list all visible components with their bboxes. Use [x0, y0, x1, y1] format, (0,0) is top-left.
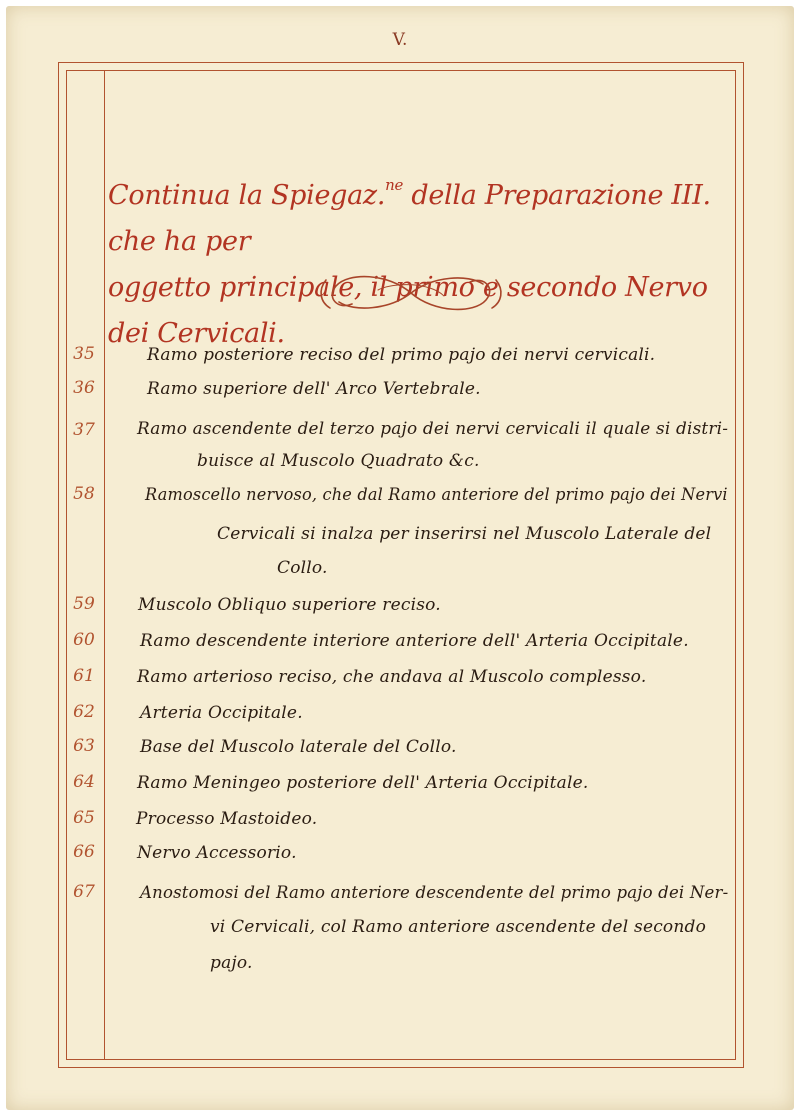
entry-number: 66: [73, 842, 95, 862]
entry-text-line: Ramoscello nervoso, che dal Ramo anteriore del primo pajo dei Nervi: [145, 485, 728, 505]
page-number: V.: [392, 30, 408, 50]
entry-text-line: Collo.: [277, 558, 328, 578]
entry-text-line: vi Cervicali, col Ramo anteriore ascendente del secondo: [210, 917, 707, 937]
entry-text-line: Processo Mastoideo.: [136, 809, 318, 829]
entry-text-line: buisce al Muscolo Quadrato &c.: [197, 451, 480, 471]
entry-number: 64: [73, 772, 95, 792]
entry-number: 35: [73, 344, 95, 364]
entry-number: 58: [73, 484, 95, 504]
entry-text-line: Ramo ascendente del terzo pajo dei nervi cervicali il quale si distri-: [137, 419, 729, 439]
entry-number: 63: [73, 736, 95, 756]
entry-number: 36: [73, 378, 95, 398]
entry-text-line: Arteria Occipitale.: [140, 703, 303, 723]
entry-text-line: Muscolo Obliquo superiore reciso.: [138, 595, 441, 615]
entry-number: 65: [73, 808, 95, 828]
entry-text-line: Ramo descendente interiore anteriore dell' Arteria Occipitale.: [140, 631, 689, 651]
entry-text-line: Anostomosi del Ramo anteriore descendente del primo pajo dei Ner-: [140, 883, 729, 903]
entry-text-line: Nervo Accessorio.: [137, 843, 297, 863]
entry-text-line: Cervicali si inalza per inserirsi nel Muscolo Laterale del: [217, 524, 712, 544]
entry-number: 60: [73, 630, 95, 650]
entry-text-line: Base del Muscolo laterale del Collo.: [140, 737, 457, 757]
entry-text-line: pajo.: [210, 953, 253, 973]
entry-number: 37: [73, 420, 95, 440]
entry-text-line: Ramo Meningeo posteriore dell' Arteria Occipitale.: [137, 773, 589, 793]
heading-line-1: Continua la Spiegaz.$^{ne}$ della Preparazione III. che ha per: [108, 176, 711, 257]
entry-text-line: Ramo superiore dell' Arco Vertebrale.: [147, 379, 481, 399]
entry-number: 59: [73, 594, 95, 614]
heading-superscript: ne: [385, 176, 404, 194]
entry-text-line: Ramo posteriore reciso del primo pajo dei nervi cervicali.: [147, 345, 656, 365]
entry-text-line: Ramo arterioso reciso, che andava al Muscolo complesso.: [137, 667, 647, 687]
entry-number: 67: [73, 882, 95, 902]
heading-line-2: oggetto principale, il primo e secondo Nervo dei Cervicali.: [108, 272, 708, 349]
entry-number: 62: [73, 702, 95, 722]
entry-number: 61: [73, 666, 95, 686]
